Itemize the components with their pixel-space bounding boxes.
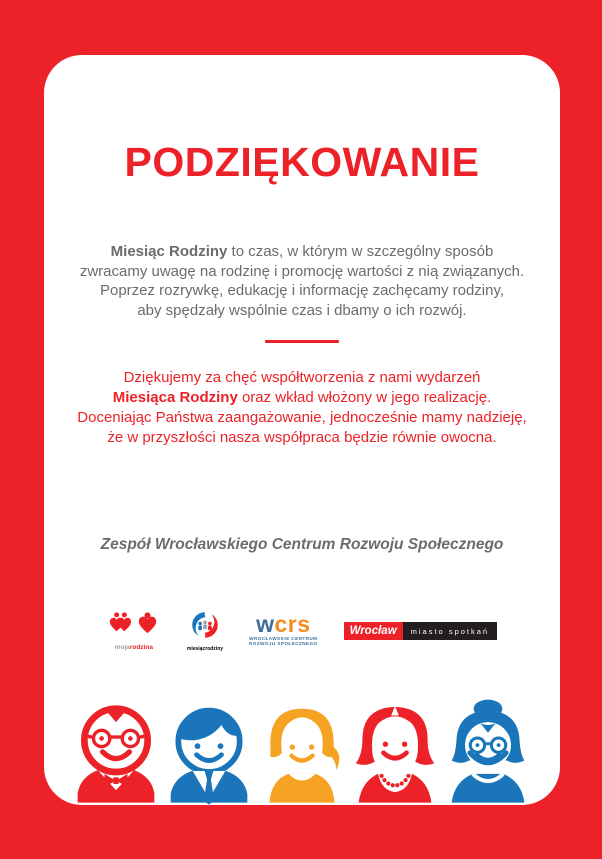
logo-moja-rodzina [107, 611, 161, 651]
thanks-line-3: Doceniając Państwa zaangażowanie, jednocześnie mamy nadzieję, [77, 409, 527, 426]
intro-line-1: Miesiąc Rodziny to czas, w którym w szczególny sposób [110, 243, 494, 260]
intro-paragraph [44, 242, 560, 320]
logo-wroclaw-miasto-spotkan [344, 622, 498, 640]
daughter-icon [256, 693, 348, 805]
thanks-paragraph [44, 368, 560, 448]
thanks-line-2: Miesiąca Rodziny oraz wkład włożony w jego realizację. [112, 389, 492, 406]
signature-line: Zespół Wrocławskiego Centrum Rozwoju Społecznego [100, 536, 504, 553]
intro-line-4: aby spędzały wspólnie czas i dbamy o ich rozwój. [137, 301, 467, 319]
moja-rodzina-wordmark: mojarodzina [114, 644, 154, 651]
page-title: PODZIĘKOWANIE [124, 139, 480, 185]
intro-line-2: zwracamy uwagę na rodzinę i promocję wartości z nią związanych. [79, 262, 525, 280]
logo-wcrs [249, 611, 318, 647]
partner-logos-row [44, 610, 560, 652]
red-divider [265, 340, 339, 343]
father-icon [163, 693, 255, 805]
family-figures-row [44, 693, 560, 805]
wroclaw-tagline-box: miasto spotkań [403, 622, 497, 640]
intro-line-3: Poprzez rozrywkę, edukację i informację zachęcamy rodziny, [99, 282, 505, 299]
grandfather-icon [70, 693, 162, 805]
miesiac-rodziny-circle-icon [190, 610, 220, 645]
moja-rodzina-hearts-icon [107, 611, 161, 643]
wroclaw-city-box: Wrocław [344, 622, 403, 640]
thanks-line-4: że w przyszłości nasza współpraca będzie równie owocna. [107, 429, 497, 446]
grandmother-icon [442, 693, 534, 805]
logo-miesiac-rodziny [187, 610, 223, 652]
thanks-line-1: Dziękujemy za chęć współtworzenia z nami wydarzeń [123, 369, 481, 386]
mother-icon [349, 693, 441, 805]
wcrs-subtitle: WROCŁAWSKIE CENTRUM ROZWOJU SPOŁECZNEGO [249, 635, 318, 647]
poster-card [44, 55, 560, 805]
miesiac-rodziny-wordmark: miesiącrodziny [186, 646, 224, 652]
wcrs-acronym: wcrs [256, 611, 311, 638]
